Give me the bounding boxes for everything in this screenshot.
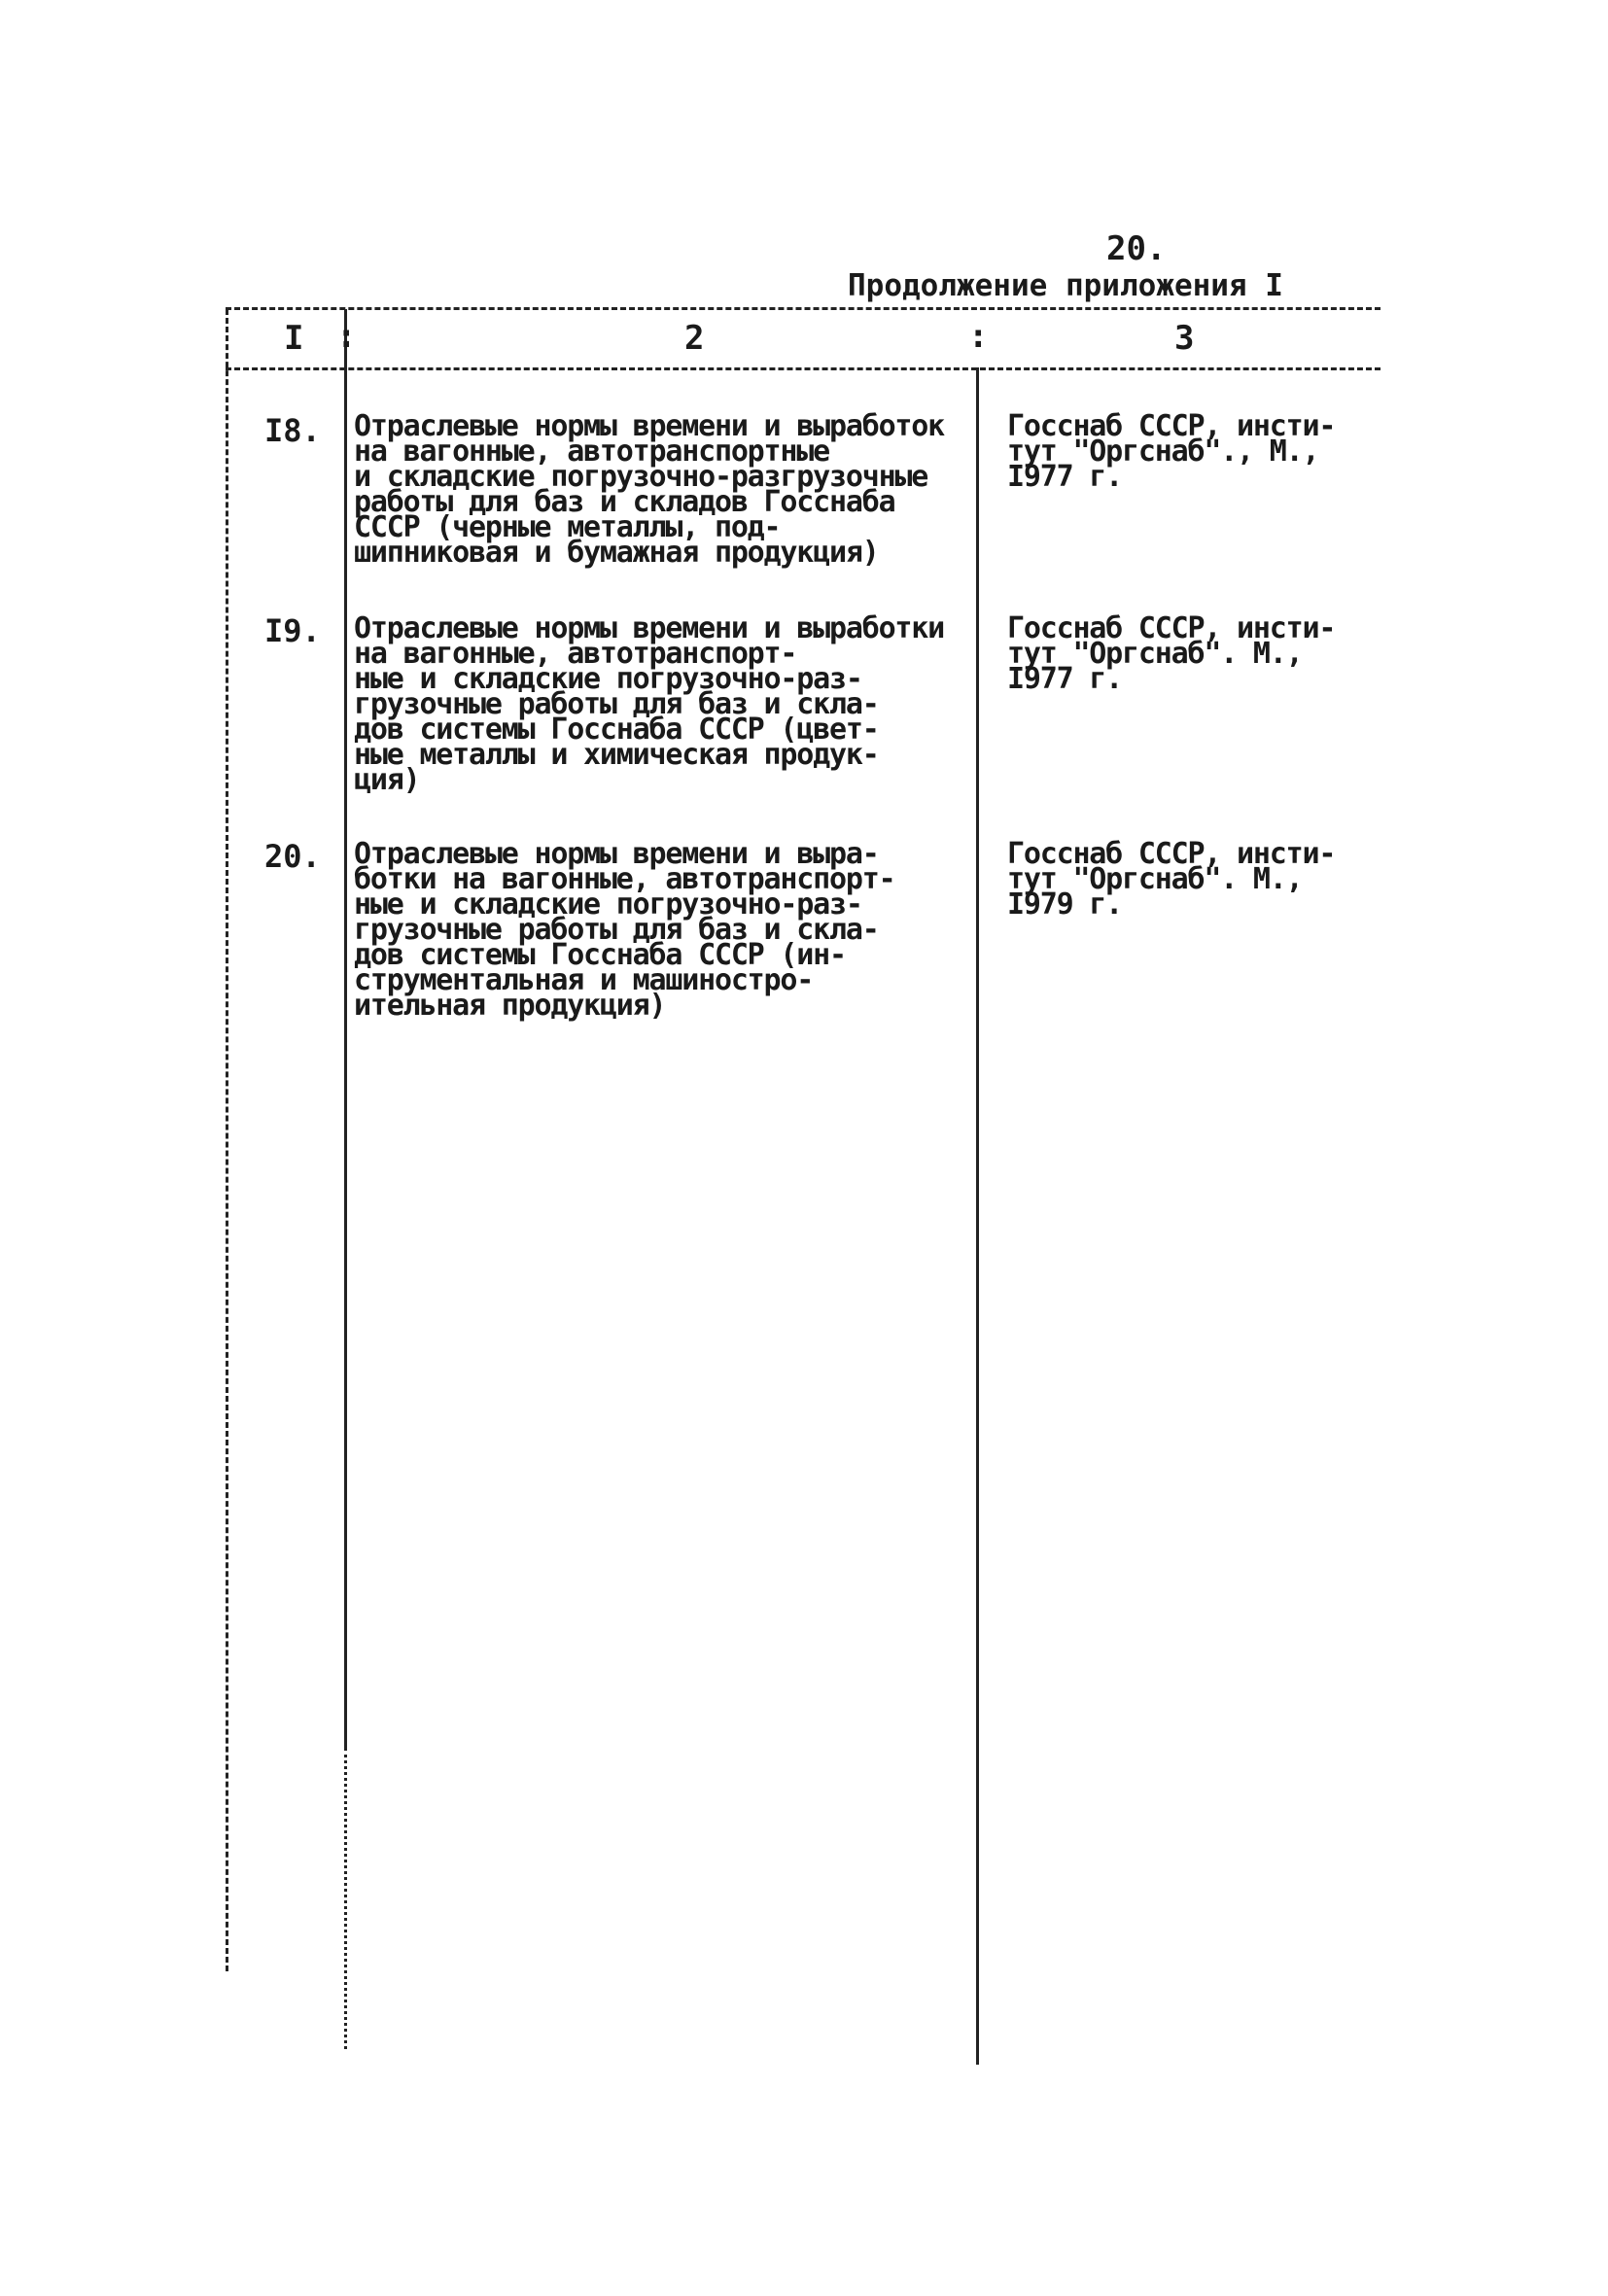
column-header-3: 3: [1174, 319, 1195, 358]
continuation-heading: Продолжение приложения I: [848, 268, 1283, 303]
header-separator-1: :: [336, 317, 357, 356]
row-number: I9.: [264, 612, 321, 649]
row-description: Отраслевые нормы времени и выработок на вагонные, автотранспортные и складские погрузочно-разгрузочные работы для баз и складов Госснаба СССР (черные металлы, под- шипниковая и бумажная продукция): [354, 409, 945, 570]
row-number: I8.: [264, 412, 321, 449]
column-header-2: 2: [684, 319, 705, 358]
table-left-border: [226, 309, 228, 1971]
header-bottom-rule: [226, 367, 1381, 370]
column-header-1: I: [284, 319, 304, 358]
row-source: Госснаб СССР, инсти- тут "Оргснаб"., М., I977 г.: [1007, 409, 1336, 494]
row-source: Госснаб СССР, инсти- тут "Оргснаб". М., I977 г.: [1007, 611, 1336, 696]
column-divider-2: [976, 367, 979, 2065]
row-number: 20.: [264, 838, 321, 875]
header-separator-2: :: [968, 317, 989, 356]
table-top-rule: [226, 307, 1381, 310]
column-divider-1: [344, 309, 347, 1748]
row-description: Отраслевые нормы времени и выработки на вагонные, автотранспорт- ные и складские погрузочно-раз- грузочные работы для баз и скла- дов системы Госснаба СССР (цвет- ные металлы и химическая продук- ция): [354, 611, 945, 797]
row-description: Отраслевые нормы времени и выра- ботки на вагонные, автотранспорт- ные и складские погрузочно-раз- грузочные работы для баз и скла- дов системы Госснаба СССР (ин- струментальная и машиностро- ительная продукция): [354, 837, 895, 1023]
page-number: 20.: [1106, 229, 1167, 268]
column-divider-1-tail: [344, 1748, 347, 2049]
row-source: Госснаб СССР, инсти- тут "Оргснаб". М., I979 г.: [1007, 837, 1336, 922]
